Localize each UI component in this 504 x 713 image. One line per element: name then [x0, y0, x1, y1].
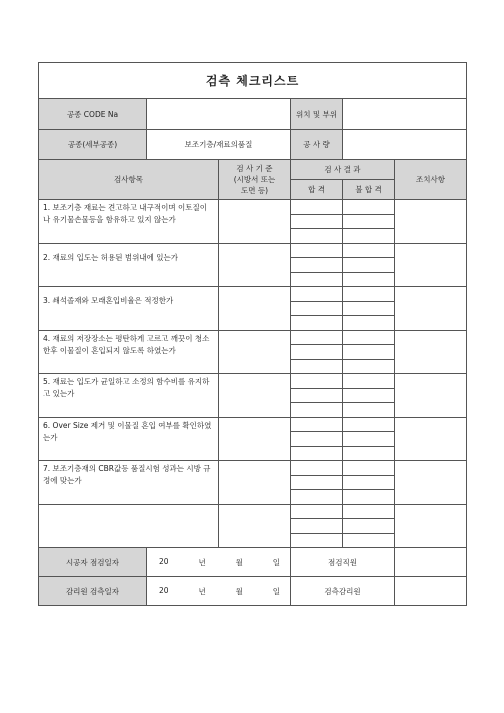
- day-label-2: 일: [272, 586, 280, 596]
- fail-cell-7b[interactable]: [343, 475, 395, 490]
- fail-cell-6a[interactable]: [343, 417, 395, 432]
- fail-cell-7a[interactable]: [343, 461, 395, 476]
- pass-cell-3b[interactable]: [291, 301, 343, 316]
- pass-cell-2a[interactable]: [291, 243, 343, 258]
- pass-cell-1c[interactable]: [291, 229, 343, 244]
- fail-cell-6c[interactable]: [343, 446, 395, 461]
- pass-cell-4b[interactable]: [291, 345, 343, 360]
- check-item-2: [39, 243, 219, 287]
- fail-cell-8b[interactable]: [343, 519, 395, 534]
- criteria-header: [219, 160, 291, 200]
- criteria-cell-6[interactable]: [219, 417, 291, 461]
- fail-cell-8a[interactable]: [343, 504, 395, 519]
- action-cell-8[interactable]: [395, 504, 467, 548]
- criteria-header-line3: 도면 등): [240, 186, 269, 195]
- year-prefix-2: 20: [159, 585, 169, 595]
- fail-cell-1c[interactable]: [343, 229, 395, 244]
- contractor-date-field[interactable]: [147, 548, 291, 577]
- pass-cell-6b[interactable]: [291, 432, 343, 447]
- action-header: 조치사항: [395, 160, 467, 200]
- pass-header: 합 격: [291, 180, 343, 200]
- pass-cell-4a[interactable]: [291, 330, 343, 345]
- fail-cell-3b[interactable]: [343, 301, 395, 316]
- check-item-1: 1. 보조기층 재료는 견고하고 내구적이며 이토질이나 유기물손물등을 함유하고 있지 않는가: [39, 200, 219, 244]
- pass-cell-1b[interactable]: [291, 214, 343, 229]
- year-label-1: 년: [198, 557, 206, 567]
- pass-cell-1a[interactable]: [291, 200, 343, 215]
- criteria-cell-1[interactable]: [219, 200, 291, 244]
- items-header: 검사항목: [39, 160, 219, 200]
- fail-cell-5c[interactable]: [343, 403, 395, 418]
- pass-cell-6c[interactable]: [291, 446, 343, 461]
- supervisor-value-cell[interactable]: [395, 577, 467, 606]
- supervisor-label: 검측감리원: [291, 577, 395, 606]
- pass-cell-8b[interactable]: [291, 519, 343, 534]
- fail-cell-4c[interactable]: [343, 359, 395, 374]
- fail-cell-5a[interactable]: [343, 374, 395, 389]
- supervisor-date-label: 감리원 검측일자: [39, 577, 147, 606]
- action-cell-1[interactable]: [395, 200, 467, 244]
- criteria-cell-5[interactable]: [219, 374, 291, 418]
- pass-cell-5c[interactable]: [291, 403, 343, 418]
- contractor-date-label: 시공자 점검일자: [39, 548, 147, 577]
- fail-cell-8c[interactable]: [343, 533, 395, 548]
- criteria-header-line2: (시방서 또는: [233, 175, 276, 184]
- fail-cell-3a[interactable]: [343, 287, 395, 302]
- pass-cell-7b[interactable]: [291, 475, 343, 490]
- work-type-value: 보조기층/재료의품질: [147, 130, 291, 160]
- fail-cell-2c[interactable]: [343, 272, 395, 287]
- fail-cell-1a[interactable]: [343, 200, 395, 215]
- fail-header: 불 합 격: [343, 180, 395, 200]
- action-cell-5[interactable]: [395, 374, 467, 418]
- check-item-4: 4. 재료의 저장장소는 평탄하게 고르고 깨끗이 청소한후 이물질이 혼입되지 않도록 하였는가: [39, 330, 219, 374]
- check-item-7: 7. 보조기층재의 CBR값등 품질시험 성과는 시방 규정에 맞는가: [39, 461, 219, 505]
- checklist-table: [38, 62, 467, 606]
- pass-cell-5a[interactable]: [291, 374, 343, 389]
- criteria-cell-4[interactable]: [219, 330, 291, 374]
- page-title: 검측 체크리스트: [39, 63, 467, 99]
- criteria-cell-7[interactable]: [219, 461, 291, 505]
- result-header: 검 사 결 과: [291, 160, 395, 180]
- pass-cell-4c[interactable]: [291, 359, 343, 374]
- fail-cell-5b[interactable]: [343, 388, 395, 403]
- year-prefix-1: 20: [159, 556, 169, 566]
- pass-cell-2b[interactable]: [291, 258, 343, 273]
- contractor-value-cell[interactable]: [343, 130, 467, 160]
- criteria-cell-2[interactable]: [219, 243, 291, 287]
- pass-cell-7c[interactable]: [291, 490, 343, 505]
- check-item-3-text: 3. 쇄석졸재와 모래혼입비율은 적정한가: [43, 296, 174, 305]
- pass-cell-2c[interactable]: [291, 272, 343, 287]
- month-label-2: 월: [235, 586, 243, 596]
- action-cell-4[interactable]: [395, 330, 467, 374]
- action-cell-3[interactable]: [395, 287, 467, 331]
- criteria-cell-8[interactable]: [219, 504, 291, 548]
- criteria-cell-3[interactable]: [219, 287, 291, 331]
- criteria-header-line1: 검 사 기 준: [236, 164, 273, 173]
- fail-cell-2b[interactable]: [343, 258, 395, 273]
- fail-cell-6b[interactable]: [343, 432, 395, 447]
- work-type-label: 공종(세부공종): [39, 130, 147, 160]
- action-cell-2[interactable]: [395, 243, 467, 287]
- pass-cell-5b[interactable]: [291, 388, 343, 403]
- action-cell-6[interactable]: [395, 417, 467, 461]
- inspector-label: 점검직원: [291, 548, 395, 577]
- pass-cell-3c[interactable]: [291, 316, 343, 331]
- pass-cell-6a[interactable]: [291, 417, 343, 432]
- code-value-cell[interactable]: [147, 99, 291, 130]
- month-label-1: 월: [235, 557, 243, 567]
- day-label-1: 일: [272, 557, 280, 567]
- checklist-sheet: [38, 62, 466, 606]
- pass-cell-7a[interactable]: [291, 461, 343, 476]
- location-value-cell[interactable]: [343, 99, 467, 130]
- check-item-8: [39, 504, 219, 548]
- fail-cell-4b[interactable]: [343, 345, 395, 360]
- contractor-label: 공 사 량: [291, 130, 343, 160]
- fail-cell-4a[interactable]: [343, 330, 395, 345]
- fail-cell-3c[interactable]: [343, 316, 395, 331]
- action-cell-7[interactable]: [395, 461, 467, 505]
- pass-cell-3a[interactable]: [291, 287, 343, 302]
- fail-cell-1b[interactable]: [343, 214, 395, 229]
- code-label: 공종 CODE Na: [39, 99, 147, 130]
- pass-cell-8c[interactable]: [291, 533, 343, 548]
- pass-cell-8a[interactable]: [291, 504, 343, 519]
- check-item-6: 6. Over Size 제거 및 이물질 혼입 여부를 확인하였는가: [39, 417, 219, 461]
- fail-cell-7c[interactable]: [343, 490, 395, 505]
- fail-cell-2a[interactable]: [343, 243, 395, 258]
- year-label-2: 년: [198, 586, 206, 596]
- inspector-value-cell[interactable]: [395, 548, 467, 577]
- check-item-3: [39, 287, 219, 331]
- location-label: 위치 및 부위: [291, 99, 343, 130]
- supervisor-date-field[interactable]: [147, 577, 291, 606]
- check-item-5: 5. 재료는 입도가 균일하고 소정의 함수비를 유지하고 있는가: [39, 374, 219, 418]
- check-item-2-text: 2. 재료의 입도는 허용된 범위내에 있는가: [43, 252, 178, 262]
